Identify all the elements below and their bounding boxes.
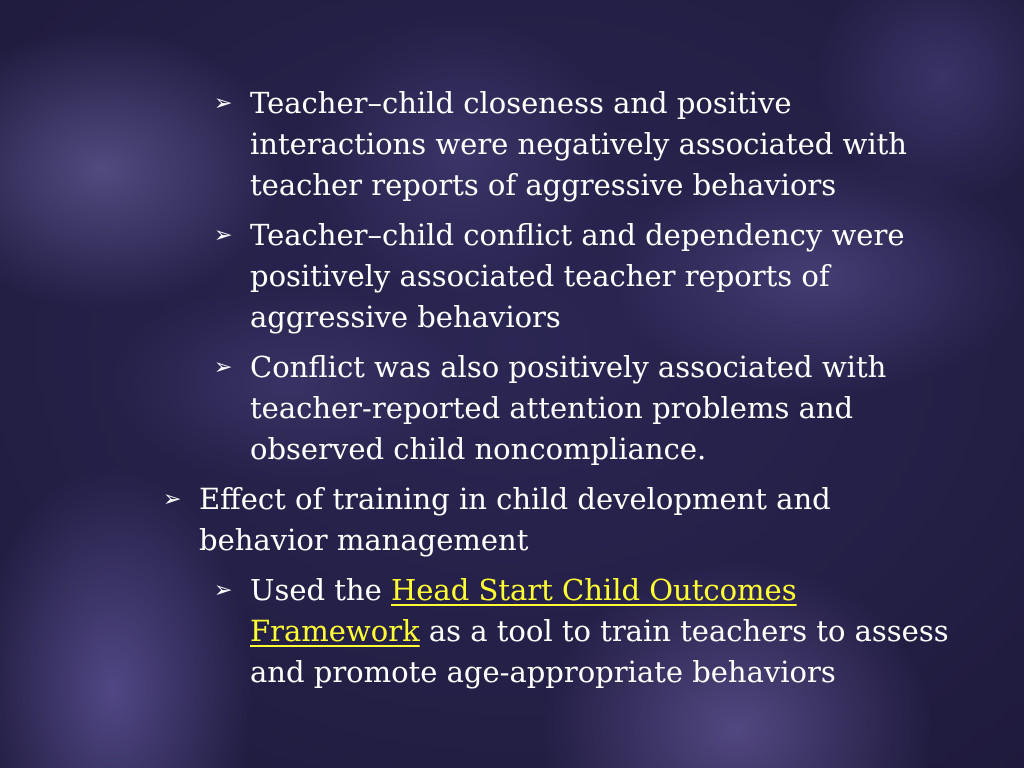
bullet-text: Teacher–child closeness and positive interactions were negatively associated with teacher reports of aggressive behaviors [250, 86, 907, 202]
bullet-item-attention [0, 347, 950, 470]
bullet-text-after-link: as a tool to train teachers to assess and promote age-appropriate behaviors [250, 614, 949, 689]
arrow-bullet-icon: ➢ [214, 91, 233, 116]
bullet-item-conflict [0, 215, 950, 338]
bullet-item-closeness [0, 83, 950, 206]
bullet-item-training [0, 479, 899, 561]
framework-link[interactable]: Head Start Child Outcomes Framework [250, 573, 797, 648]
bullet-list [0, 83, 1024, 702]
arrow-bullet-icon: ➢ [214, 578, 233, 603]
bullet-text-before-link: Used the [250, 573, 391, 607]
bullet-text: Teacher–child conflict and dependency were positively associated teacher reports of aggressive behaviors [250, 218, 905, 334]
bullet-text: Effect of training in child development and behavior management [199, 482, 831, 557]
bullet-text: Conflict was also positively associated with teacher-reported attention problems and observed child noncompliance. [250, 350, 887, 466]
arrow-bullet-icon: ➢ [214, 355, 233, 380]
bullet-item-framework [0, 570, 950, 693]
arrow-bullet-icon: ➢ [163, 487, 182, 512]
arrow-bullet-icon: ➢ [214, 223, 233, 248]
